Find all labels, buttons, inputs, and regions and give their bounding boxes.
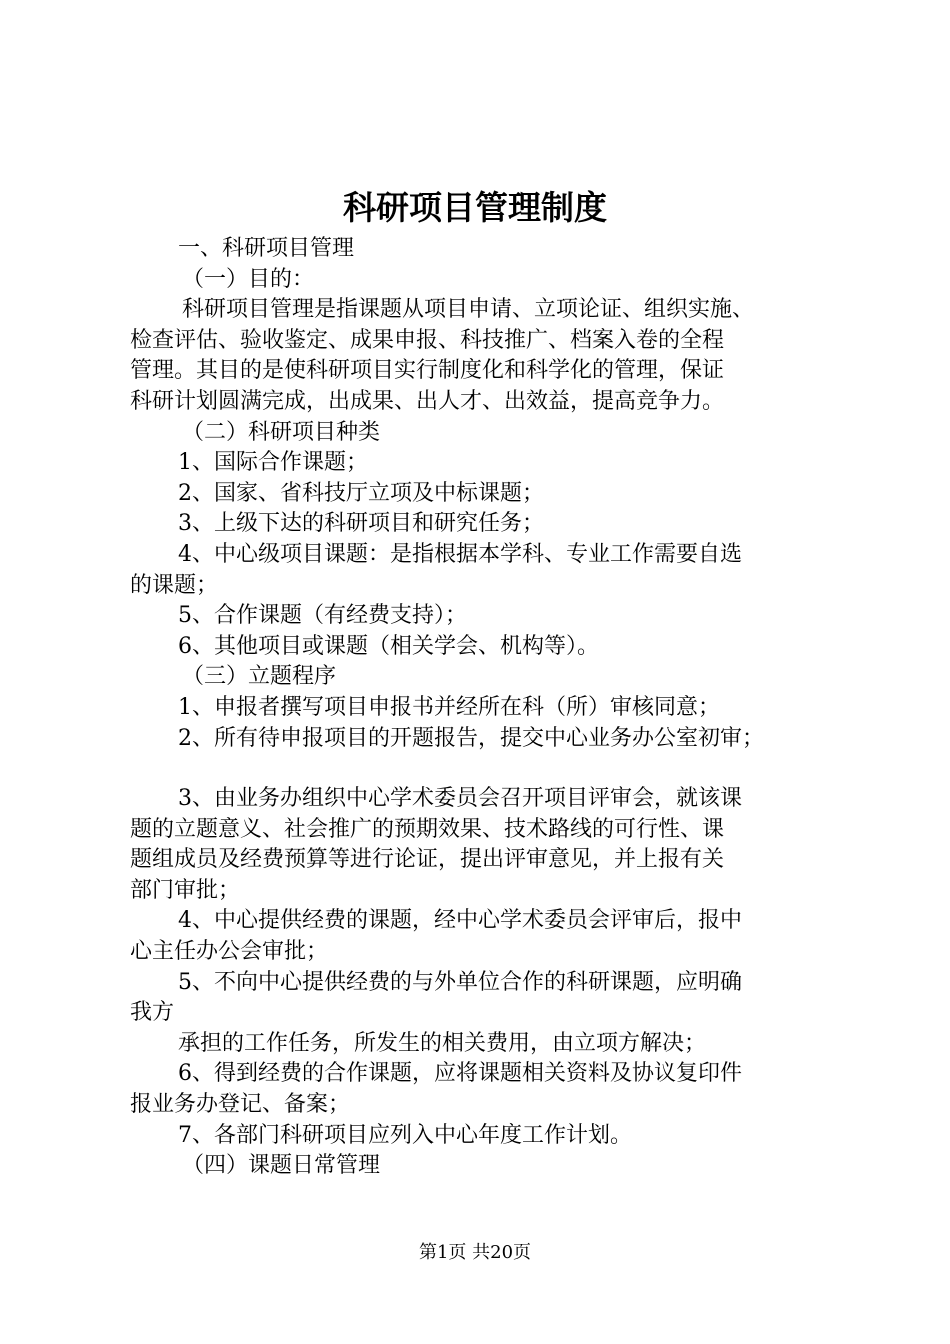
list-item: 4、中心提供经费的课题，经中心学术委员会评审后，报中	[178, 908, 742, 934]
paragraph-line: 科研计划圆满完成，出成果、出人才、出效益，提高竞争力。	[130, 388, 725, 414]
list-item: 7、各部门科研项目应列入中心年度工作计划。	[178, 1122, 632, 1148]
list-item: 6、得到经费的合作课题，应将课题相关资料及协议复印件	[178, 1061, 742, 1087]
list-item: 6、其他项目或课题（相关学会、机构等）。	[178, 633, 599, 659]
list-item-continuation: 题的立题意义、社会推广的预期效果、技术路线的可行性、课	[130, 816, 725, 842]
document-title: 科研项目管理制度	[343, 188, 607, 227]
subsection-heading: （四）课题日常管理	[182, 1153, 381, 1179]
list-item-continuation: 报业务办登记、备案；	[130, 1092, 351, 1118]
list-item-continuation: 承担的工作任务，所发生的相关费用，由立项方解决；	[178, 1030, 707, 1056]
list-item: 5、合作课题（有经费支持）；	[178, 603, 467, 629]
list-item: 3、上级下达的科研项目和研究任务；	[178, 511, 544, 537]
list-item-continuation: 心主任办公会审批；	[130, 939, 329, 965]
subsection-heading: （二）科研项目种类	[182, 419, 381, 445]
list-item: 1、申报者撰写项目申报书并经所在科（所）审核同意；	[178, 694, 720, 720]
list-item-continuation: 部门审批；	[130, 877, 241, 903]
list-item: 2、所有待申报项目的开题报告，提交中心业务办公室初审；	[178, 725, 764, 751]
list-item-continuation: 我方	[130, 1000, 175, 1026]
list-item: 5、不向中心提供经费的与外单位合作的科研课题，应明确	[178, 969, 742, 995]
subsection-heading: （三）立题程序	[182, 664, 337, 690]
list-item: 1、国际合作课题；	[178, 450, 368, 476]
blank-line	[130, 754, 835, 784]
document-body	[130, 234, 835, 1182]
page-footer: 第1页 共20页	[418, 1242, 532, 1263]
paragraph-line: 检查评估、验收鉴定、成果申报、科技推广、档案入卷的全程	[130, 327, 725, 353]
section-heading: 一、科研项目管理	[178, 236, 355, 261]
list-item: 4、中心级项目课题：是指根据本学科、专业工作需要自选	[178, 541, 742, 567]
list-item: 2、国家、省科技厅立项及中标课题；	[178, 480, 544, 506]
paragraph-line: 科研项目管理是指课题从项目申请、立项论证、组织实施、	[182, 297, 755, 323]
subsection-heading: （一）目的：	[182, 266, 315, 292]
paragraph-line: 管理。其目的是使科研项目实行制度化和科学化的管理，保证	[130, 358, 725, 384]
list-item: 3、由业务办组织中心学术委员会召开项目评审会，就该课	[178, 786, 742, 812]
list-item-continuation: 题组成员及经费预算等进行论证，提出评审意见，并上报有关	[130, 847, 725, 873]
list-item-continuation: 的课题；	[130, 572, 219, 598]
